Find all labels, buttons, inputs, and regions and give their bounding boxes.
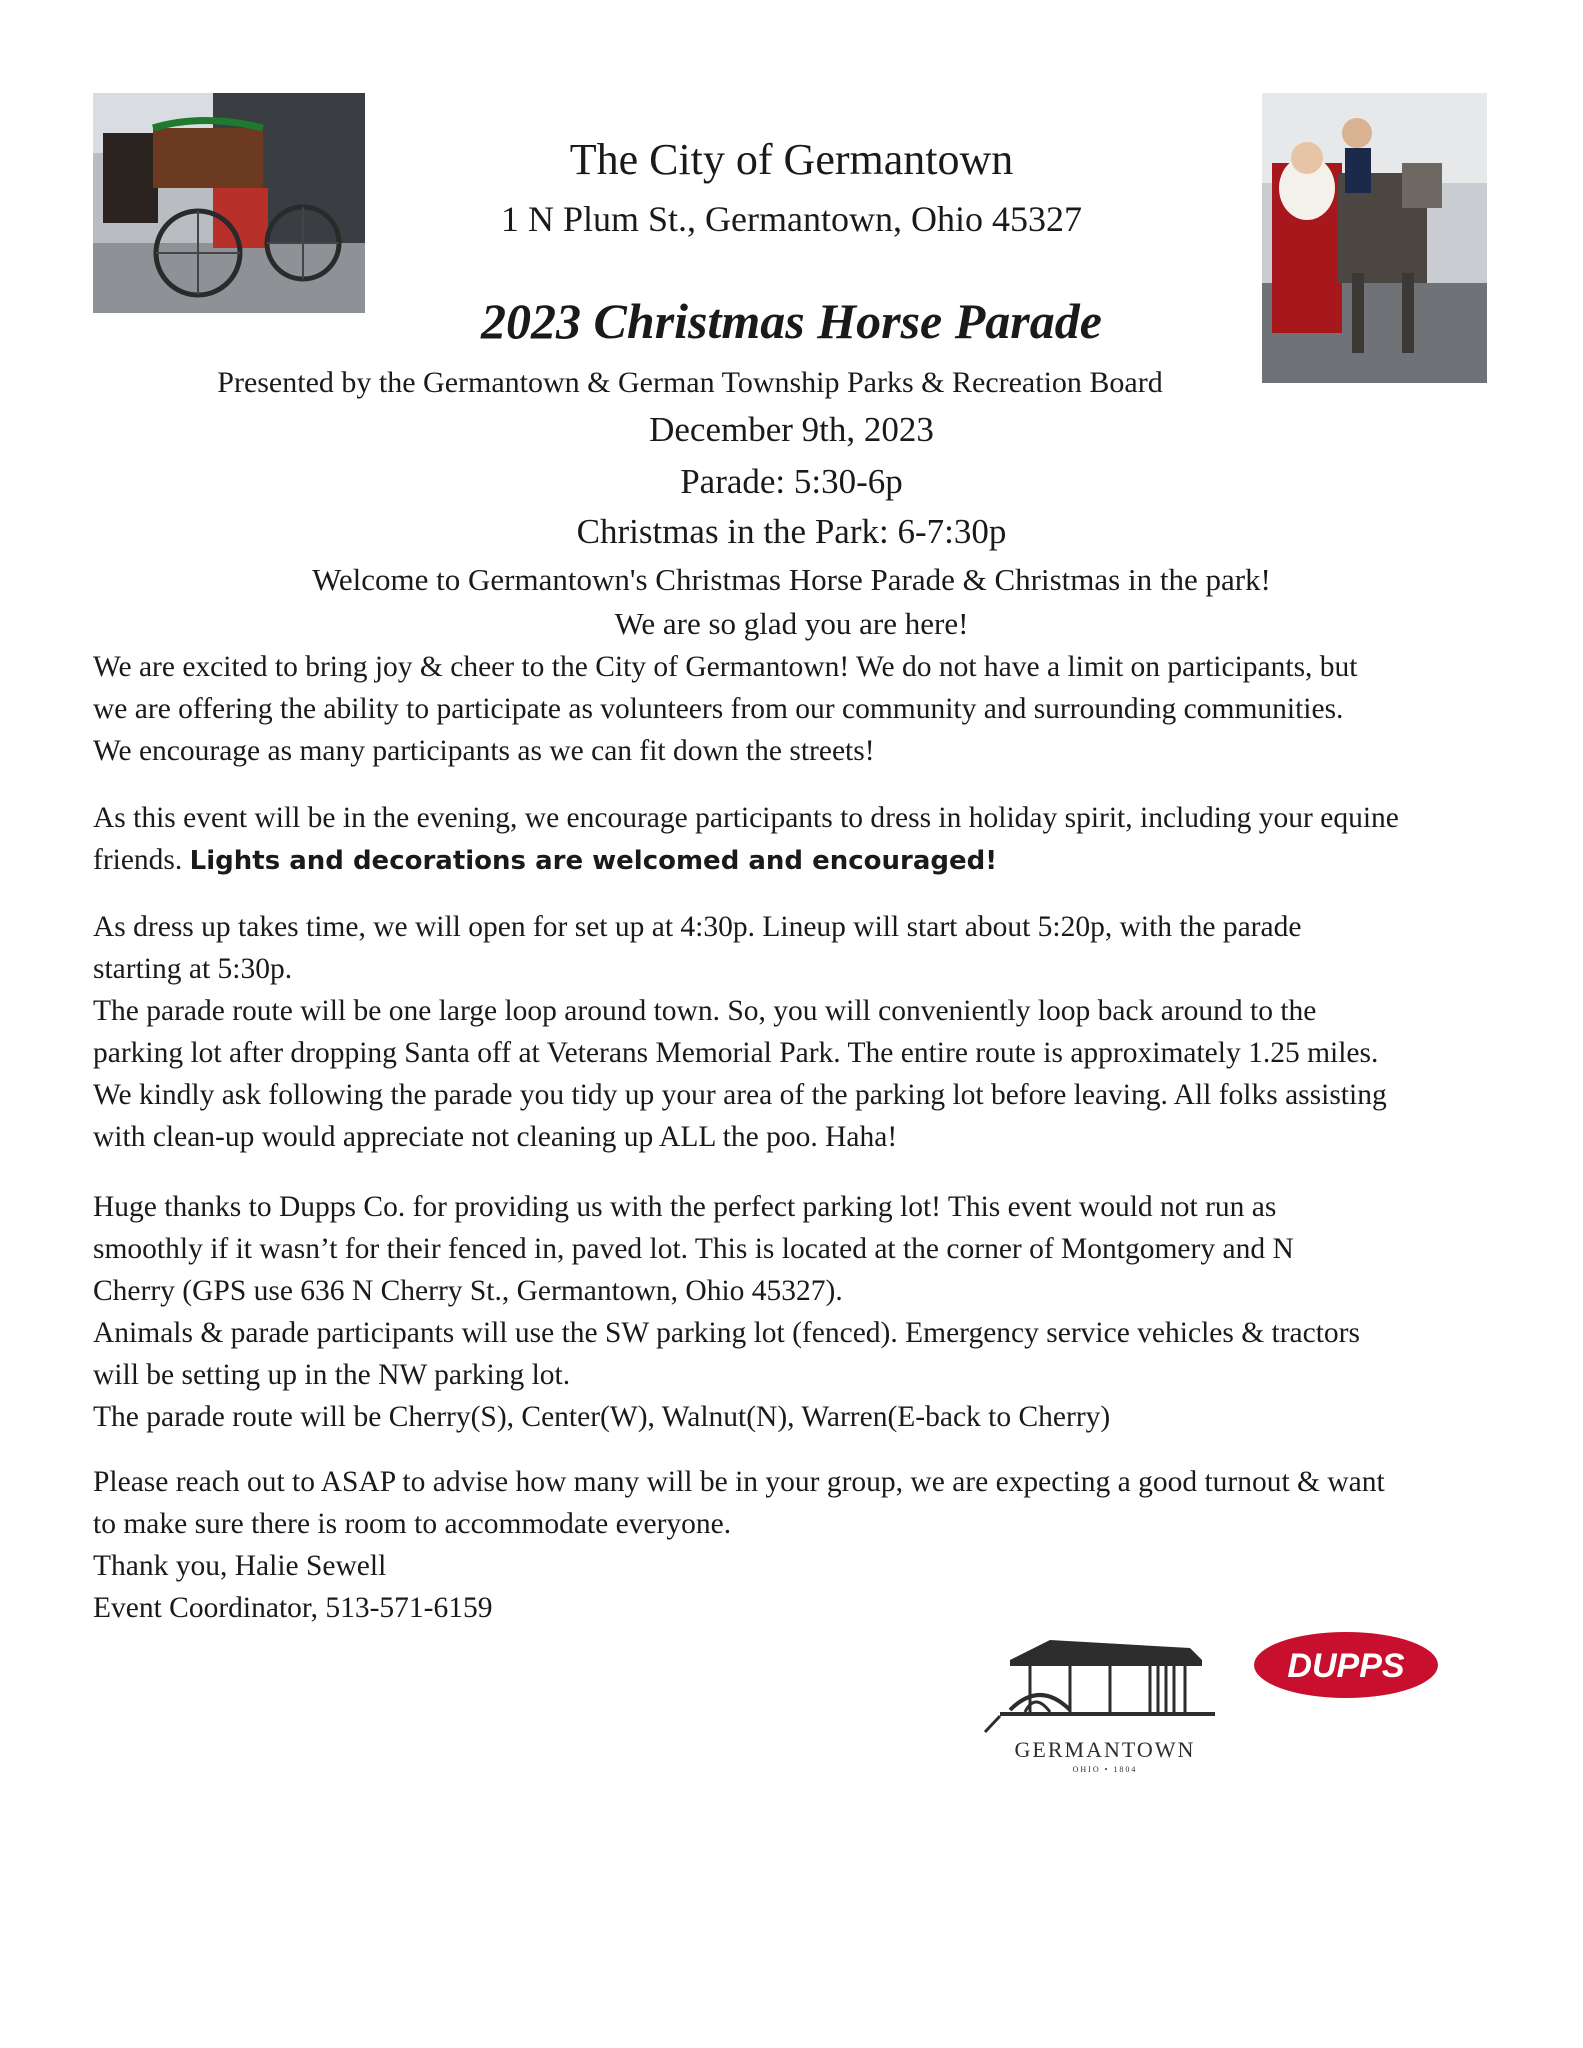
text-line: We are excited to bring joy & cheer to the City of Germantown! We do not have a limit on participants, but [93,651,1358,683]
text-line: Huge thanks to Dupps Co. for providing us with the perfect parking lot! This event would not run as [93,1191,1277,1223]
text-line: with clean-up would appreciate not cleaning up ALL the poo. Haha! [93,1121,898,1153]
germantown-logo [970,1620,1240,1790]
text-line: The parade route will be Cherry(S), Center(W), Walnut(N), Warren(E-back to Cherry) [93,1401,1111,1433]
text-segment: friends. [93,844,190,876]
text-line: to make sure there is room to accommodate everyone. [93,1508,732,1540]
bold-emphasis: Lights and decorations are welcomed and encouraged! [189,846,998,876]
paragraph-contact [93,1461,1503,1629]
paragraph-parking [93,1186,1503,1438]
city-title: The City of Germantown [569,135,1014,184]
text-line: As this event will be in the evening, we encourage participants to dress in holiday spirit, including your equine [93,802,1399,834]
text-line: We kindly ask following the parade you tidy up your area of the parking lot before leaving. All folks assisting [93,1079,1387,1111]
text-line: Please reach out to ASAP to advise how many will be in your group, we are expecting a good turnout & want [93,1466,1385,1498]
dupps-logo-name: DUPPS [1287,1647,1405,1685]
welcome-line: Welcome to Germantown's Christmas Horse Parade & Christmas in the park! [312,562,1271,597]
event-date: December 9th, 2023 [649,410,934,449]
park-time: Christmas in the Park: 6-7:30p [576,512,1007,551]
text-line: Event Coordinator, 513-571-6159 [93,1592,493,1624]
dupps-logo [1238,1620,1490,1715]
text-line: Cherry (GPS use 636 N Cherry St., Germantown, Ohio 45327). [93,1275,843,1307]
text-line: We encourage as many participants as we can fit down the streets! [93,735,875,767]
presented-by: Presented by the Germantown & German Township Parks & Recreation Board [217,366,1163,399]
text-line: will be setting up in the NW parking lot. [93,1359,571,1391]
text-line: we are offering the ability to participate as volunteers from our community and surrounding communities. [93,693,1344,725]
text-line: smoothly if it wasn’t for their fenced in, paved lot. This is located at the corner of Montgomery and N [93,1233,1294,1265]
text-line: starting at 5:30p. [93,953,293,985]
text-line: parking lot after dropping Santa off at Veterans Memorial Park. The entire route is approximately 1.25 miles. [93,1037,1379,1069]
event-title: 2023 Christmas Horse Parade [481,293,1102,349]
text-line [93,839,1503,882]
paragraph-schedule [93,906,1503,1158]
text-line: As dress up takes time, we will open for set up at 4:30p. Lineup will start about 5:20p, with the parade [93,911,1302,943]
text-line: The parade route will be one large loop around town. So, you will conveniently loop back around to the [93,995,1317,1027]
paragraph-intro [93,646,1503,772]
germantown-logo-sub: OHIO • 1804 [1072,1765,1138,1774]
text-line: Thank you, Halie Sewell [93,1550,387,1582]
germantown-logo-name: GERMANTOWN [1014,1737,1196,1762]
parade-time: Parade: 5:30-6p [680,462,903,501]
city-address: 1 N Plum St., Germantown, Ohio 45327 [501,199,1082,239]
text-line: Animals & parade participants will use the SW parking lot (fenced). Emergency service vehicles & tractors [93,1317,1360,1349]
paragraph-dress [93,797,1503,882]
glad-line: We are so glad you are here! [614,606,969,641]
